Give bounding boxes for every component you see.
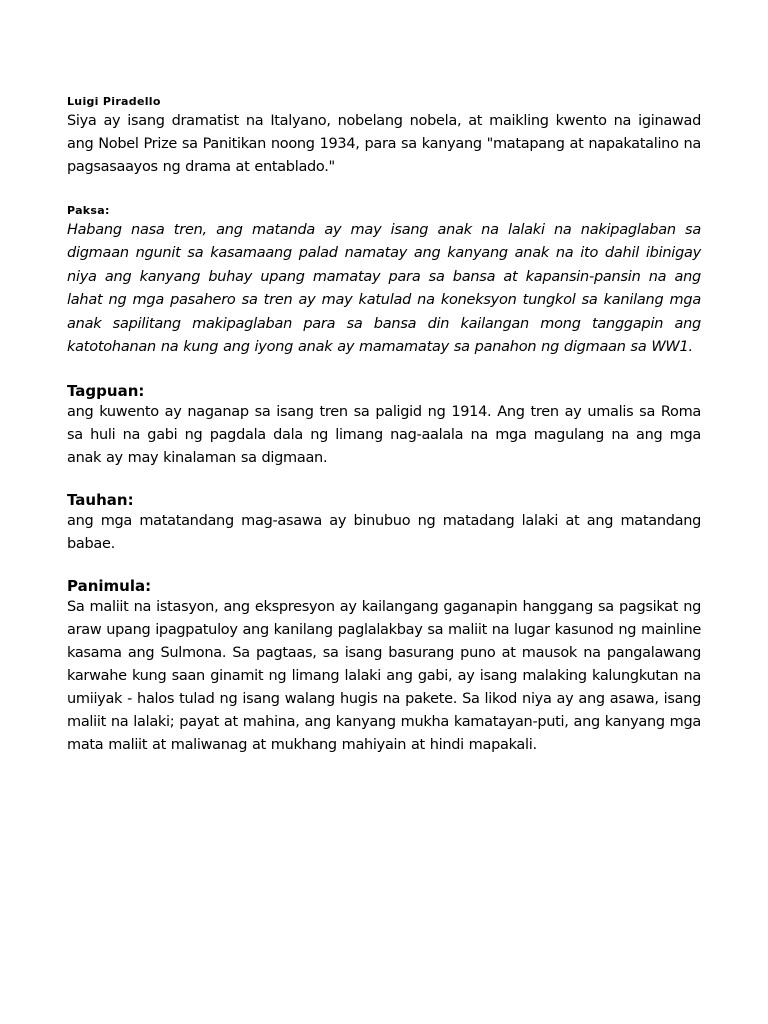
tagpuan-paragraph: ang kuwento ay naganap sa isang tren sa paligid ng 1914. Ang tren ay umalis sa Roma sa huli na gabi ng pagdala dala ng limang nag-aalala na mga magulang na ang mga anak ay may kinalaman sa digmaan. [67, 404, 701, 467]
tauhan-section [67, 490, 701, 556]
tauhan-heading: Tauhan: [67, 491, 134, 510]
author-paragraph: Siya ay isang dramatist na Italyano, nobelang nobela, at maikling kwento na iginawad ang Nobel Prize sa Panitikan noong 1934, para sa kanyang "matapang at napakatalino na pagsasaayos ng drama at entablado." [67, 113, 701, 175]
document-page [67, 94, 701, 757]
tauhan-paragraph: ang mga matatandang mag-asawa ay binubuo ng matadang lalaki at ang matandang babae. [67, 513, 701, 553]
author-section [67, 94, 701, 179]
panimula-section [67, 576, 701, 757]
paksa-paragraph: Habang nasa tren, ang matanda ay may isang anak na lalaki na nakipaglaban sa digmaan ngunit sa kasamaang palad namatay ang kanyang anak na ito dahil ibinigay niya ang kanyang buhay upang mamatay para sa bansa at kapansin-pansin na ang lahat ng mga pasahero sa tren ay may katulad na koneksyon tungkol sa kanilang mga anak sapilitang makipaglaban para sa bansa din kailangan mong tanggapin ang katotohanan na kung ang iyong anak ay mamamatay sa panahon ng digmaan sa WW1. [67, 222, 701, 356]
panimula-paragraph: Sa maliit na istasyon, ang ekspresyon ay kailangang gaganapin hanggang sa pagsikat ng araw upang ipagpatuloy ang kanilang paglalakbay sa maliit na lugar kasunod ng mainline kasama ang Sulmona. Sa pagtaas, sa isang basurang puno at mausok na pangalawang karwahe kung saan ginamit ng limang lalaki ang gabi, ay isang malaking kalungkutan na umiiyak - halos tulad ng isang walang hugis na pakete. Sa likod niya ay ang asawa, isang maliit na lalaki; payat at mahina, ang kanyang mukha kamatayan-puti, ang kanyang mga mata maliit at maliwanag at mukhang mahiyain at hindi mapakali. [67, 599, 701, 754]
paksa-section [67, 203, 701, 359]
panimula-heading: Panimula: [67, 577, 152, 596]
paksa-heading: Paksa: [67, 204, 110, 217]
tagpuan-section [67, 381, 701, 470]
author-heading: Luigi Piradello [67, 95, 161, 108]
tagpuan-heading: Tagpuan: [67, 382, 145, 401]
